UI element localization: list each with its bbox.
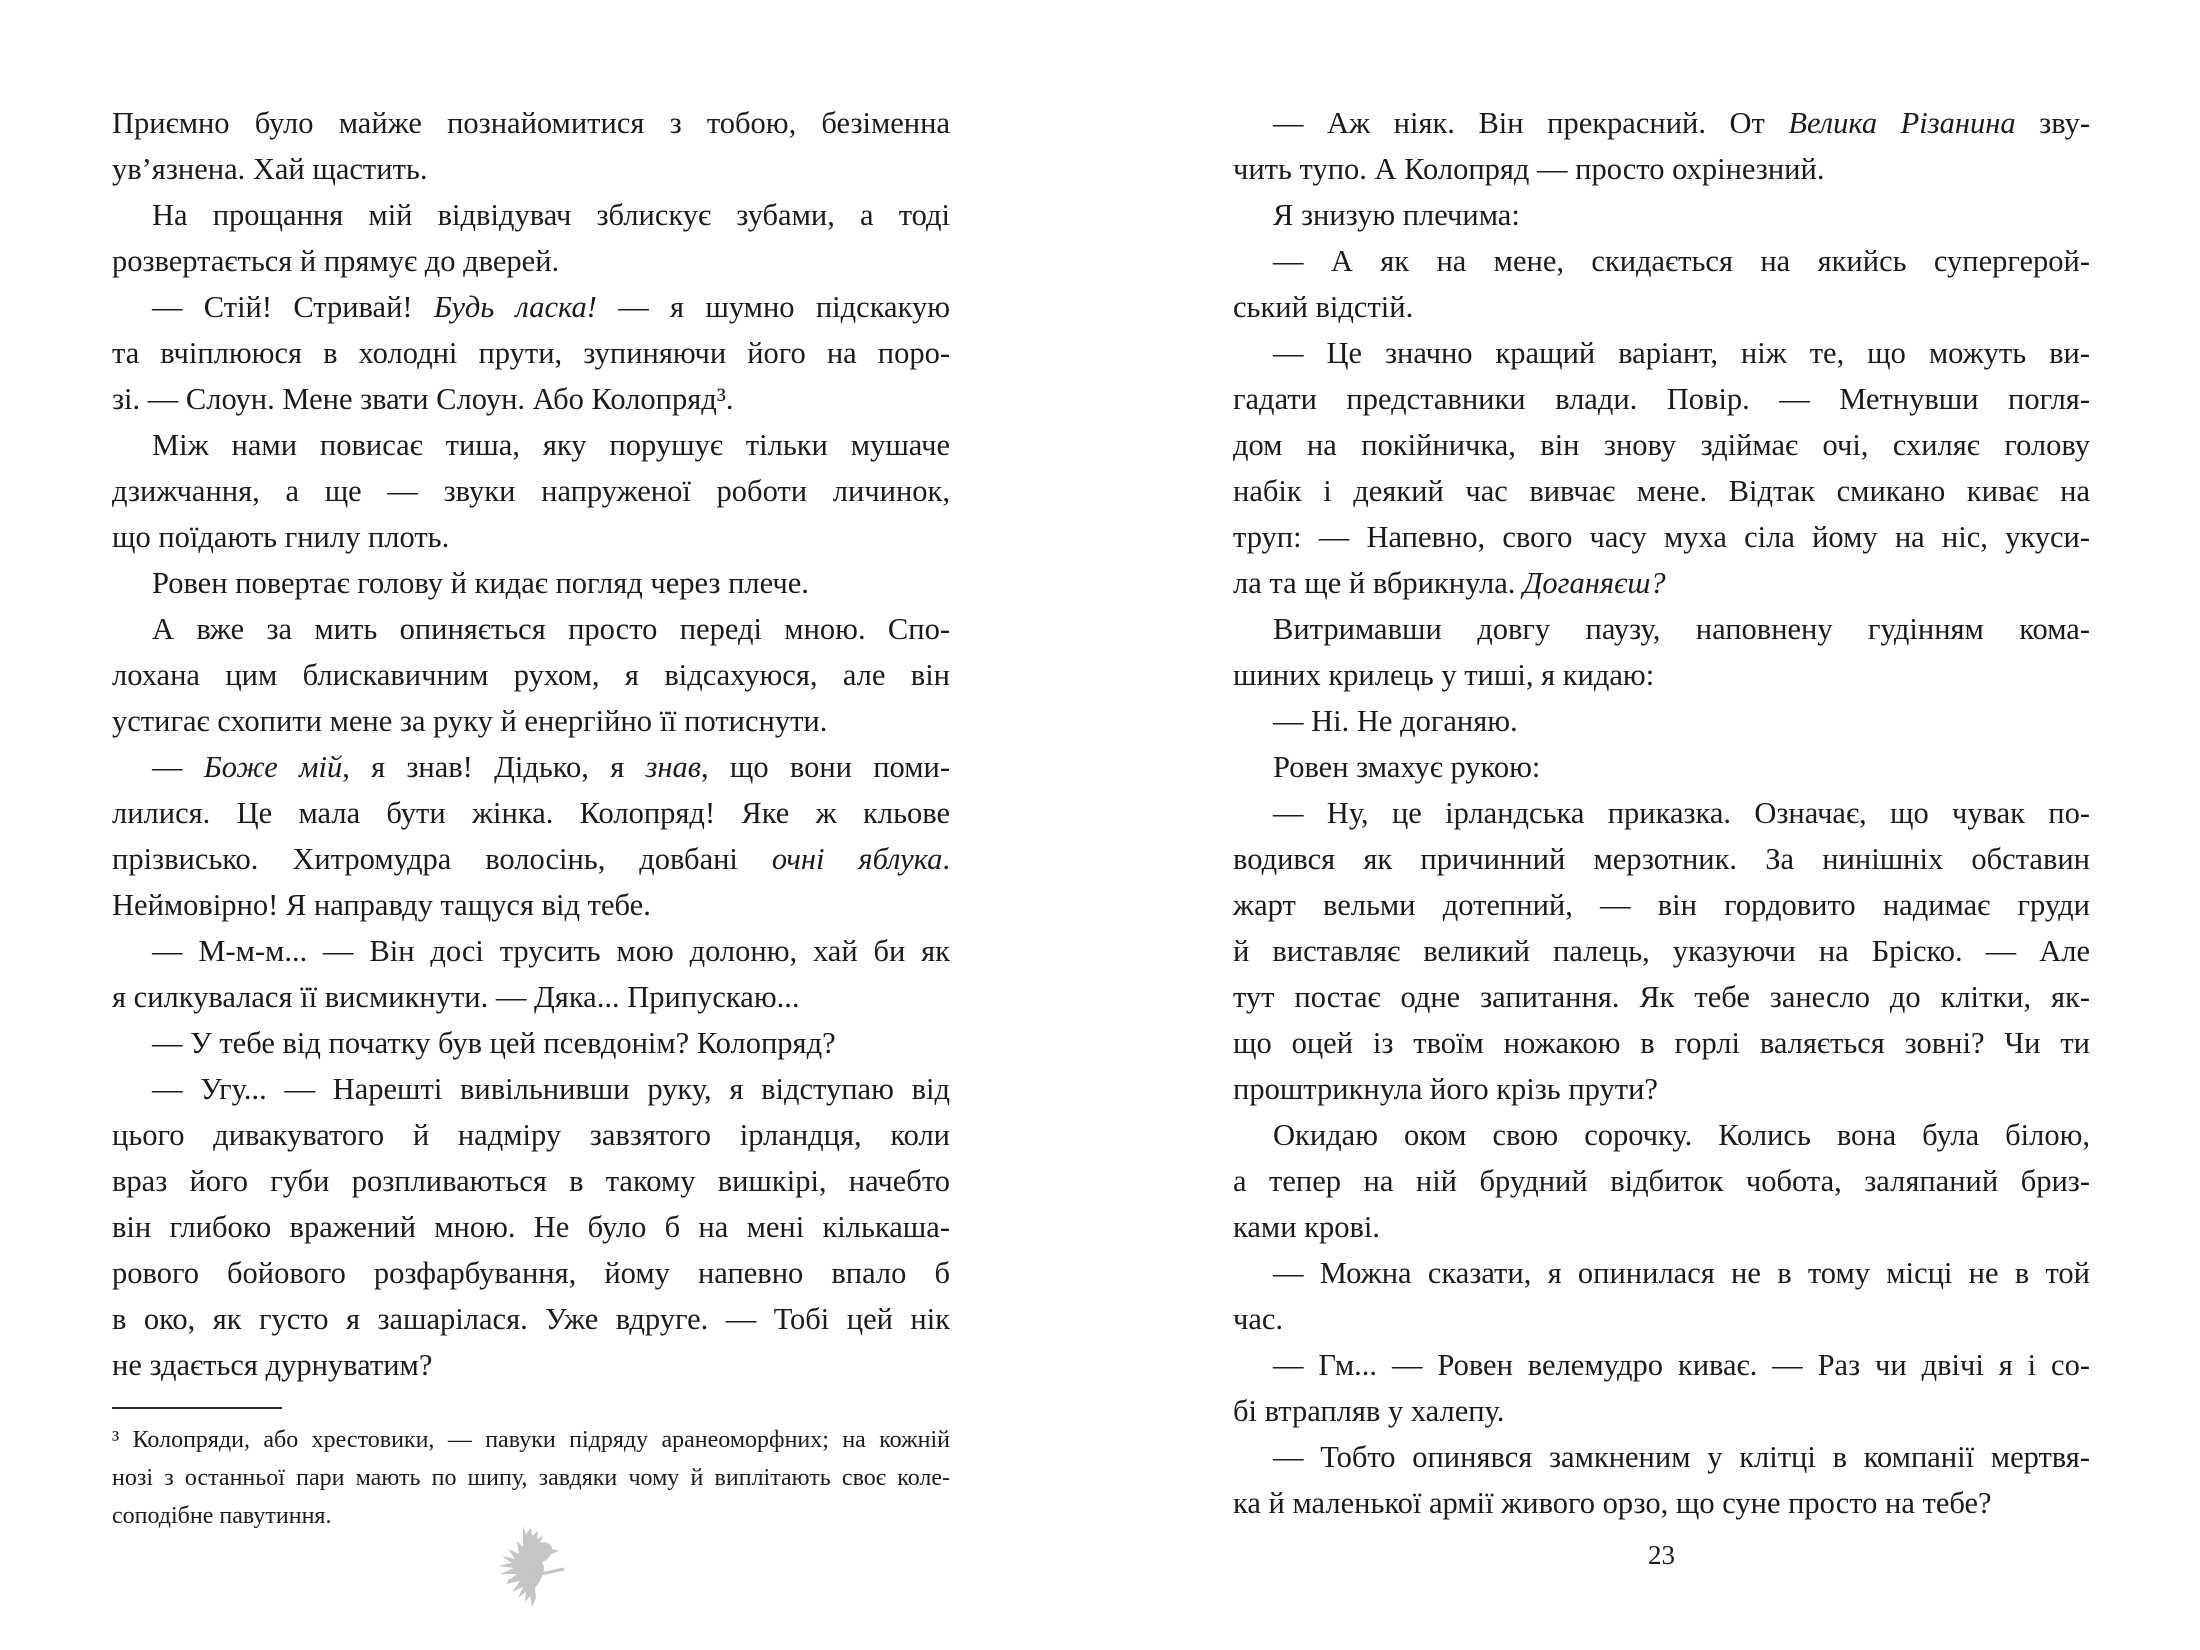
text-line: устигає схопити мене за руку й енергійно її потиснути. bbox=[112, 704, 828, 738]
text-line: водився як причинний мерзотник. За нинішніх обставин bbox=[1233, 842, 2090, 876]
text-line: набік і деякий час вивчає мене. Відтак смикано киває на bbox=[1233, 474, 2090, 508]
text-line: ³ Колопряди, або хрестовики, — павуки підряду аранеоморфних; на кожній bbox=[112, 1427, 950, 1453]
text-line: я силкувалася її висмикнути. — Дяка... Припускаю... bbox=[112, 980, 800, 1014]
text-line: тут постає одне запитання. Як тебе занесло до клітки, як- bbox=[1233, 980, 2090, 1014]
text-line: Неймовірно! Я направду тащуся від тебе. bbox=[112, 888, 651, 922]
text-line: рового бойового розфарбування, йому напевно впало б bbox=[112, 1256, 950, 1290]
text-line: — Угу... — Нарешті вивільнивши руку, я відступаю від bbox=[152, 1072, 950, 1106]
text-line: він глибоко вражений мною. Не було б на мені кількаша- bbox=[112, 1210, 950, 1244]
text-line: — Ні. Не доганяю. bbox=[1273, 704, 1518, 738]
text-line: — Стій! Стривай! Будь ласка! — я шумно підскакую bbox=[152, 290, 951, 324]
text-line: труп: — Напевно, свого часу муха сіла йому на ніс, укуси- bbox=[1233, 520, 2090, 554]
text-line: Ровен змахує рукою: bbox=[1273, 750, 1541, 784]
text-line: шиних крилець у тиші, я кидаю: bbox=[1233, 658, 1655, 692]
text-line: ув’язнена. Хай щастить. bbox=[112, 152, 428, 186]
text-line: бі втрапляв у халепу. bbox=[1233, 1394, 1505, 1428]
text-line: ка й маленької армії живого орзо, що суне просто на тебе? bbox=[1233, 1486, 1992, 1520]
text-line: не здається дурнуватим? bbox=[112, 1348, 433, 1382]
text-line: проштрикнула його крізь прути? bbox=[1233, 1072, 1658, 1106]
text-line: На прощання мій відвідувач зблискує зубами, а тоді bbox=[152, 198, 950, 232]
text-line: прізвисько. Хитромудра волосінь, довбані очні яблука. bbox=[112, 842, 950, 876]
text-line: соподібне павутиння. bbox=[112, 1503, 332, 1529]
left-page-text bbox=[112, 100, 950, 1388]
text-line: враз його губи розпливаються в такому вишкірі, начебто bbox=[112, 1164, 950, 1198]
text-line: — Боже мій, я знав! Дідько, я знав, що вони поми- bbox=[152, 750, 950, 784]
text-line: а тепер на ній брудний відбиток чобота, заляпаний бриз- bbox=[1233, 1164, 2090, 1198]
text-line: А вже за мить опиняється просто переді мною. Спо- bbox=[152, 612, 950, 646]
text-line: жарт вельми дотепний, — він гордовито надимає груди bbox=[1233, 888, 2090, 922]
text-line: розвертається й прямує до дверей. bbox=[112, 244, 560, 278]
text-line: — Гм... — Ровен велемудро киває. — Раз чи двічі я і со- bbox=[1273, 1348, 2090, 1382]
text-line: чить тупо. А Колопряд — просто охрінезний. bbox=[1233, 152, 1825, 186]
text-line: дом на покійничка, він знову здіймає очі, схиляє голову bbox=[1233, 428, 2090, 462]
footnote bbox=[112, 1421, 950, 1535]
text-line: й виставляє великий палець, указуючи на Бріско. — Але bbox=[1233, 934, 2090, 968]
text-line: — Можна сказати, я опинилася не в тому місці не в той bbox=[1273, 1256, 2090, 1290]
bird-ornament-icon bbox=[490, 1524, 570, 1614]
right-page-text bbox=[1233, 100, 2090, 1526]
text-line: цього дивакуватого й надміру завзятого ірландця, коли bbox=[112, 1118, 950, 1152]
text-line: лохана цим блискавичним рухом, я відсахуюся, але він bbox=[112, 658, 950, 692]
text-line: Приємно було майже познайомитися з тобою, безіменна bbox=[112, 106, 950, 140]
text-line: Ровен повертає голову й кидає погляд через плече. bbox=[152, 566, 809, 600]
text-line: — А як на мене, скидається на якийсь супергерой- bbox=[1273, 244, 2090, 278]
text-line: ками крові. bbox=[1233, 1210, 1380, 1244]
text-line: нозі з останньої пари мають по шипу, завдяки чому й виплітають своє коле- bbox=[112, 1465, 950, 1491]
text-line: — Ну, це ірландська приказка. Означає, що чувак по- bbox=[1273, 796, 2090, 830]
text-line: ський відстій. bbox=[1233, 290, 1414, 324]
text-line: ла та ще й вбрикнула. Доганяєш? bbox=[1233, 566, 1666, 600]
text-line: Окидаю оком свою сорочку. Колись вона була білою, bbox=[1273, 1118, 2090, 1152]
text-line: — Це значно кращий варіант, ніж те, що можуть ви- bbox=[1273, 336, 2090, 370]
text-line: в око, як густо я зашарілася. Уже вдруге. — Тобі цей нік bbox=[112, 1302, 950, 1336]
text-line: Витримавши довгу паузу, наповнену гудінням кома- bbox=[1273, 612, 2090, 646]
text-line: лилися. Це мала бути жінка. Колопряд! Яке ж кльове bbox=[112, 796, 950, 830]
text-line: — У тебе від початку був цей псевдонім? Колопряд? bbox=[152, 1026, 836, 1060]
text-line: Між нами повисає тиша, яку порушує тільки мушаче bbox=[152, 428, 950, 462]
text-line: зі. — Слоун. Мене звати Слоун. Або Колопряд³. bbox=[112, 382, 734, 416]
page-number: 23 bbox=[1648, 1540, 1675, 1570]
text-line: час. bbox=[1233, 1302, 1284, 1336]
text-line: — М-м-м... — Він досі трусить мою долоню, хай би як bbox=[152, 934, 950, 968]
text-line: що оцей із твоїм ножакою в горлі валяється зовні? Чи ти bbox=[1233, 1026, 2090, 1060]
text-line: Я знизую плечима: bbox=[1273, 198, 1520, 232]
text-line: дзижчання, а ще — звуки напруженої роботи личинок, bbox=[112, 474, 950, 508]
text-line: — Аж ніяк. Він прекрасний. От Велика Різанина зву- bbox=[1273, 106, 2090, 140]
text-line: гадати представники влади. Повір. — Метнувши погля- bbox=[1233, 382, 2090, 416]
text-line: та вчіплююся в холодні прути, зупиняючи його на поро- bbox=[112, 336, 950, 370]
text-line: що поїдають гнилу плоть. bbox=[112, 520, 450, 554]
footnote-divider bbox=[112, 1407, 282, 1409]
text-line: — Тобто опинявся замкненим у клітці в компанії мертвя- bbox=[1273, 1440, 2090, 1474]
